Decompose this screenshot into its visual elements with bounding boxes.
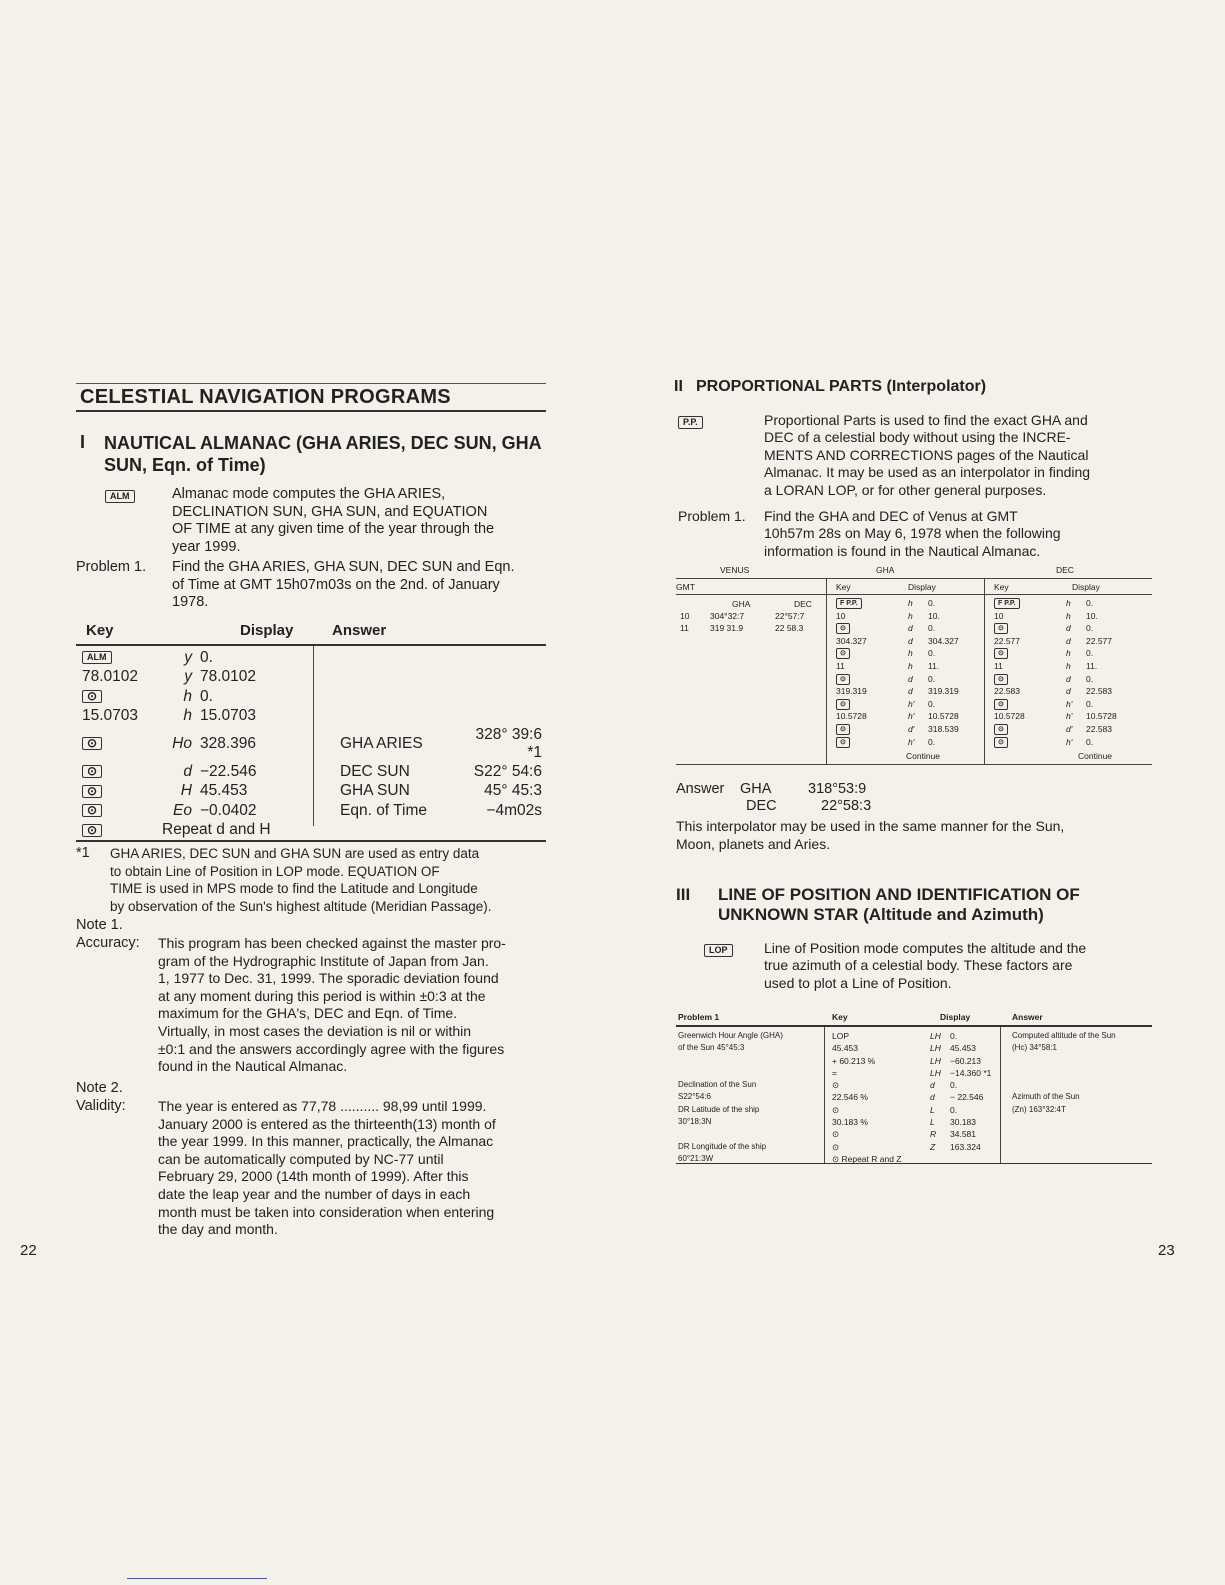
display-segment: d: [1066, 635, 1071, 646]
col-dec: DEC: [794, 599, 812, 609]
key-entry: 78.0102: [82, 668, 139, 686]
display-segment: L: [930, 1117, 935, 1128]
key-display-row: [836, 611, 982, 624]
lop-key-column: [832, 1030, 932, 1165]
display-segment: h': [908, 736, 915, 747]
table-row: [76, 668, 546, 688]
lop-display-cell: [930, 1116, 1000, 1128]
key-button-icon: ⊙: [994, 737, 1008, 748]
lop-key-icon: LOP: [704, 944, 733, 957]
pp-bottom-rule: [676, 764, 1152, 765]
display-segment: d: [908, 673, 913, 684]
almanac-table-body: [76, 648, 546, 840]
display-value: 319.319: [928, 686, 959, 697]
display-segment: d': [1066, 723, 1073, 734]
page-number-right: 23: [1158, 1242, 1175, 1259]
lop-problem-cell: DR Latitude of the ship: [678, 1104, 760, 1114]
display-value: 0.: [1086, 673, 1094, 684]
key-entry: 10: [994, 610, 1004, 621]
table-bottom-rule: [76, 840, 546, 842]
header-answer: Answer: [332, 622, 387, 639]
display-value: 0.: [1086, 598, 1094, 608]
key-display-row: [836, 724, 982, 737]
lop-answer-cell: (Zn) 163°32:4T: [1012, 1104, 1066, 1114]
col-key-gha: Key: [836, 582, 851, 592]
lop-key-cell: 22.546 %: [832, 1092, 868, 1103]
key-display-row: [994, 699, 1150, 712]
dec-continue: Continue: [1078, 751, 1113, 761]
table-row: [76, 801, 546, 821]
display-segment: d: [908, 635, 913, 646]
lop-problem-cell: of the Sun 45°45:3: [678, 1043, 745, 1053]
display-value: 0.: [1086, 736, 1094, 747]
key-display-row: [994, 711, 1150, 724]
col-display-dec: Display: [1072, 582, 1100, 592]
display-value: 0.: [928, 698, 936, 709]
table-row: [76, 687, 546, 707]
display-value: 0.: [928, 623, 936, 634]
display-segment: y: [184, 668, 192, 686]
alm-key-icon: ALM: [82, 651, 112, 664]
key-button-icon: ⊙: [994, 724, 1008, 735]
section-3-number: III: [676, 885, 691, 904]
almanac-intro: Almanac mode computes the GHA ARIES, DECLINATION SUN, GHA SUN, and EQUATION OF TIME at any given time of the year through the year 1999.: [172, 486, 495, 555]
key-entry: 11: [994, 660, 1003, 671]
validity-label: Validity:: [76, 1098, 126, 1114]
table-row: [76, 648, 546, 668]
lop-display-cell: [930, 1042, 1000, 1054]
header-display: Display: [240, 622, 294, 639]
alm-key-icon: ALM: [105, 490, 135, 503]
answer-label: DEC SUN: [340, 762, 410, 780]
display-value: −0.0402: [200, 801, 257, 819]
section-2-number: II: [674, 378, 683, 395]
answer-label: GHA ARIES: [340, 735, 423, 752]
key-button-icon: F P.P.: [994, 598, 1020, 609]
display-value: 163.324: [950, 1141, 981, 1152]
almanac-gha: 304°32:7: [710, 611, 745, 621]
lop-problem-cell: 30°18:3N: [678, 1117, 712, 1127]
display-segment: LH: [930, 1067, 941, 1078]
display-segment: h': [1066, 711, 1073, 722]
key-display-row: [836, 711, 982, 724]
page-number-left: 22: [20, 1242, 37, 1259]
left-page: [0, 0, 612, 1585]
lop-divider-2: [1000, 1027, 1001, 1163]
display-segment: Ho: [172, 735, 192, 752]
answer-label: Eqn. of Time: [340, 801, 428, 819]
lop-display-cell: [930, 1104, 1000, 1116]
table-row: [76, 726, 546, 762]
gha-key-display-rows: [836, 598, 982, 749]
accuracy-label: Accuracy:: [76, 935, 140, 951]
section-3-heading: LINE OF POSITION AND IDENTIFICATION OF UNKNOWN STAR (Altitude and Azimuth): [718, 885, 1080, 924]
lop-display-cell: [930, 1079, 1000, 1091]
almanac-gmt: 10: [680, 611, 690, 621]
enter-key-icon: ⊙: [82, 785, 102, 798]
display-segment: h: [1066, 648, 1071, 659]
table-row: [76, 821, 546, 841]
key-button-icon: ⊙: [836, 648, 850, 659]
lop-key-cell: =: [832, 1067, 837, 1078]
header-key: Key: [86, 622, 114, 639]
display-segment: h: [908, 610, 913, 621]
validity-text: The year is entered as 77,78 .......... 98,99 until 1999. January 2000 is entered as the thirteenth(13) month of the year 1999. In this manner, practically, the Almanac can be automatically computed by NC-77 until February 29, 2000 (14th month of 1999). After this date the leap year and the number of days in each month must be taken into consideration when entering the day and month.: [158, 1098, 496, 1238]
lop-key-cell: ⊙: [832, 1141, 840, 1152]
problem-text: Find the GHA ARIES, GHA SUN, DEC SUN and Eqn. of Time at GMT 15h07m03s on the 2nd. of January 1978.: [172, 559, 515, 610]
almanac-dec: 22°57:7: [775, 611, 805, 621]
enter-key-icon: ⊙: [82, 765, 102, 778]
pp-divider-1: [826, 578, 827, 764]
header-rule: [76, 644, 546, 646]
gha-continue: Continue: [906, 751, 941, 761]
almanac-gmt: 11: [680, 623, 689, 634]
display-value: 10.: [1086, 610, 1098, 621]
display-segment: h': [908, 698, 915, 709]
display-value: 0.: [1086, 648, 1094, 659]
display-segment: h': [1066, 698, 1073, 709]
lop-display-column: [930, 1030, 1000, 1165]
key-entry: 304.327: [836, 635, 867, 646]
right-page: [612, 0, 1225, 1585]
display-value: −14.360 *1: [950, 1067, 992, 1078]
top-rule: [76, 383, 546, 384]
display-segment: d: [908, 686, 913, 697]
key-display-row: [994, 598, 1150, 611]
display-segment: LH: [930, 1043, 941, 1054]
group-dec: DEC: [1056, 565, 1074, 575]
lop-key-cell: ⊙ Repeat R and Z: [832, 1153, 902, 1164]
key-display-row: [836, 737, 982, 750]
lop-display-cell: [930, 1153, 1000, 1165]
pp-header-rule: [676, 594, 1152, 595]
section-2-heading: PROPORTIONAL PARTS (Interpolator): [696, 378, 987, 395]
lop-problem-cell: [678, 1067, 822, 1079]
pp-top-rule: [676, 578, 1152, 579]
display-value: 0.: [928, 736, 936, 747]
key-display-row: [836, 648, 982, 661]
pp-table: [676, 565, 1152, 765]
key-display-row: [836, 686, 982, 699]
key-display-row: [836, 636, 982, 649]
key-display-row: [994, 686, 1150, 699]
problem-label: Problem 1.: [76, 559, 147, 575]
pp-intro: Proportional Parts is used to find the exact GHA and DEC of a celestial body without using the INCRE- MENTS AND CORRECTIONS pages of the Nautical Almanac. It may be used as an interpolator in finding a LORAN LOP, or for other general purposes.: [764, 412, 1091, 498]
lop-header-answer: Answer: [1012, 1012, 1043, 1022]
pp-problem-label: Problem 1.: [678, 508, 746, 524]
lop-answer-cell: (Hc) 34°58:1: [1012, 1043, 1057, 1053]
display-segment: h: [1066, 610, 1071, 621]
display-value: 22.583: [1086, 723, 1112, 734]
display-value: 22.577: [1086, 635, 1112, 646]
display-segment: R: [930, 1129, 937, 1140]
display-value: 0.: [1086, 698, 1094, 709]
lop-table: [676, 1012, 1152, 1164]
answer-value: 328° 39:6 *1: [475, 726, 542, 761]
lop-header-display: Display: [940, 1012, 971, 1022]
lop-problem-cell: S22°54:6: [678, 1092, 712, 1102]
display-segment: h': [908, 711, 915, 722]
enter-key-icon: ⊙: [82, 824, 102, 837]
enter-key-icon: ⊙: [82, 690, 102, 703]
answer-label: Answer: [676, 781, 725, 797]
display-segment: h: [183, 707, 192, 725]
display-value: Repeat d and H: [162, 821, 271, 839]
table-row: [76, 782, 546, 802]
almanac-dec: 22 58.3: [775, 623, 804, 634]
answer-value: S22° 54:6: [473, 762, 542, 780]
table-row: [76, 762, 546, 782]
display-segment: d: [1066, 686, 1071, 697]
lop-problem-cell: DR Longitude of the ship: [678, 1141, 767, 1151]
key-display-row: [994, 611, 1150, 624]
display-value: 10.5728: [928, 711, 959, 722]
display-value: 318.539: [928, 723, 959, 734]
display-value: 0.: [950, 1080, 958, 1091]
display-segment: y: [184, 648, 192, 666]
column-divider: [313, 646, 314, 826]
display-segment: d: [930, 1092, 935, 1103]
accuracy-text: This program has been checked against the master pro- gram of the Hydrographic Institute of Japan from Jan. 1, 1977 to Dec. 31, 1999. The sporadic deviation found at any moment during this period is within ±0:3 at the maximum for the GHA's, DEC and Eqn. of Time. Virtually, in most cases the deviation is nil or within ±0:1 and the answers accordingly agree with the figures found in the Nautical Almanac.: [158, 935, 506, 1075]
key-display-row: [836, 699, 982, 712]
almanac-table: [76, 622, 546, 842]
enter-key-icon: ⊙: [82, 737, 102, 750]
footnote-text: GHA ARIES, DEC SUN and GHA SUN are used as entry data to obtain Line of Position in LOP mode. EQUATION OF TIME is used in MPS mode to find the Latitude and Longitude by observation of the Sun's highest altitude (Meridian Passage).: [110, 846, 492, 914]
key-display-row: [994, 661, 1150, 674]
display-segment: d: [1066, 673, 1071, 684]
display-segment: h: [908, 648, 913, 659]
answer-dec-label: DEC: [746, 798, 777, 814]
display-value: 328.396: [200, 735, 257, 752]
col-gha: GHA: [732, 599, 751, 609]
display-segment: h: [1066, 660, 1071, 671]
display-value: 11.: [1086, 660, 1098, 671]
display-value: 0.: [1086, 623, 1094, 634]
key-display-row: [836, 674, 982, 687]
table-row: [76, 707, 546, 727]
lop-problem-cell: Declination of the Sun: [678, 1080, 757, 1090]
enter-key-icon: ⊙: [82, 804, 102, 817]
pp-answer: [676, 780, 976, 820]
interp-text: This interpolator may be used in the same manner for the Sun, Moon, planets and Aries.: [676, 818, 1065, 852]
blue-underline: [127, 1578, 267, 1579]
lop-header-rule: [676, 1025, 1152, 1027]
display-segment: h': [1066, 736, 1073, 747]
section-1-number: I: [80, 432, 86, 452]
display-value: 30.183: [950, 1117, 976, 1128]
almanac-table-header: [76, 622, 546, 644]
lop-header-problem: Problem 1: [678, 1012, 720, 1022]
pp-problem-text: Find the GHA and DEC of Venus at GMT 10h57m 28s on May 6, 1978 when the following information is found in the Nautical Almanac.: [764, 508, 1061, 559]
key-entry: 10.5728: [836, 711, 867, 722]
display-value: − 22.546: [950, 1092, 984, 1103]
col-gmt: GMT: [676, 582, 695, 592]
lop-intro: Line of Position mode computes the altitude and the true azimuth of a celestial body. These factors are used to plot a Line of Position.: [764, 940, 1087, 991]
display-value: 0.: [928, 648, 936, 659]
answer-gha-label: GHA: [740, 781, 772, 797]
answer-value: 45° 45:3: [484, 782, 542, 800]
key-button-icon: ⊙: [994, 674, 1008, 685]
lop-key-cell: ⊙: [832, 1080, 840, 1091]
display-segment: Z: [930, 1141, 936, 1152]
display-value: 45.453: [200, 782, 248, 800]
display-segment: LH: [930, 1031, 941, 1041]
display-segment: d: [183, 762, 192, 780]
display-value: 304.327: [928, 635, 959, 646]
key-entry: 15.0703: [82, 707, 139, 725]
answer-dec-value: 22°58:3: [821, 798, 872, 814]
key-button-icon: F P.P.: [836, 598, 862, 609]
key-entry: 22.583: [994, 686, 1020, 697]
display-segment: d: [908, 623, 913, 634]
key-display-row: [994, 648, 1150, 661]
display-segment: d: [930, 1080, 935, 1091]
lop-problem-cell: [678, 1055, 822, 1067]
key-entry: 10.5728: [994, 711, 1025, 722]
display-value: 11.: [928, 660, 940, 671]
col-key-dec: Key: [994, 582, 1009, 592]
lop-key-cell: ⊙: [832, 1129, 840, 1140]
key-button-icon: ⊙: [836, 674, 850, 685]
lop-answer-cell: Azimuth of the Sun: [1012, 1092, 1080, 1102]
lop-problem-cell: Greenwich Hour Angle (GHA): [678, 1031, 783, 1040]
display-value: −22.546: [200, 762, 257, 780]
lop-key-cell: + 60.213 %: [832, 1055, 876, 1066]
lop-display-cell: [930, 1055, 1000, 1067]
lop-key-cell: ⊙: [832, 1104, 840, 1115]
display-value: 15.0703: [200, 707, 257, 725]
almanac-gha: 319 31.9: [710, 623, 744, 634]
lop-answer-cell: Computed altitude of the Sun: [1012, 1031, 1116, 1040]
lop-display-cell: [930, 1141, 1000, 1153]
key-display-row: [994, 636, 1150, 649]
display-value: 0.: [950, 1031, 958, 1041]
key-display-row: [836, 598, 982, 611]
display-value: 0.: [928, 673, 936, 684]
almanac-rows: [680, 611, 824, 635]
dec-key-display-rows: [994, 598, 1150, 749]
key-button-icon: ⊙: [994, 699, 1008, 710]
display-segment: h: [1066, 598, 1071, 608]
display-value: 0.: [200, 648, 213, 666]
display-value: 10.5728: [1086, 711, 1117, 722]
display-segment: h: [908, 660, 913, 671]
lop-answer-cell: [1012, 1067, 1152, 1079]
display-segment: h: [908, 598, 913, 608]
lop-header-key: Key: [832, 1012, 848, 1022]
answer-gha-value: 318°53:9: [808, 781, 867, 797]
key-display-row: [994, 737, 1150, 750]
group-venus: VENUS: [720, 565, 750, 575]
lop-display-cell: [930, 1128, 1000, 1140]
page-title: CELESTIAL NAVIGATION PROGRAMS: [80, 386, 451, 408]
almanac-row: [680, 623, 824, 635]
key-display-row: [994, 674, 1150, 687]
key-entry: 10: [836, 610, 846, 621]
lop-problem-cell: [678, 1128, 822, 1140]
title-rule: [76, 410, 546, 412]
display-segment: Eo: [173, 801, 192, 819]
lop-display-cell: [930, 1067, 1000, 1079]
lop-key-cell: LOP: [832, 1031, 850, 1041]
display-value: −60.213: [950, 1055, 981, 1066]
display-value: 0.: [200, 687, 213, 705]
display-value: 45.453: [950, 1043, 976, 1054]
display-value: 78.0102: [200, 668, 257, 686]
lop-divider-1: [824, 1027, 825, 1163]
key-display-row: [836, 623, 982, 636]
lop-key-cell: 30.183 %: [832, 1117, 868, 1128]
almanac-row: [680, 611, 824, 623]
key-button-icon: ⊙: [994, 623, 1008, 634]
pp-divider-2: [984, 578, 985, 764]
note-1-label: Note 1.: [76, 917, 123, 933]
display-value: 0.: [928, 598, 936, 608]
lop-answer-cell: [1012, 1079, 1152, 1091]
key-entry: 319.319: [836, 686, 867, 697]
note-2-label: Note 2.: [76, 1080, 123, 1096]
lop-key-cell: 45.453: [832, 1043, 858, 1054]
lop-answer-column: [1012, 1030, 1152, 1116]
key-display-row: [994, 623, 1150, 636]
display-segment: L: [930, 1104, 935, 1115]
display-value: 10.: [928, 610, 940, 621]
answer-label: GHA SUN: [340, 782, 410, 800]
display-segment: LH: [930, 1055, 941, 1066]
display-segment: d: [1066, 623, 1071, 634]
key-button-icon: ⊙: [836, 724, 850, 735]
key-display-row: [994, 724, 1150, 737]
key-entry: 11: [836, 660, 845, 671]
lop-problem-cell: 60°21:3W: [678, 1153, 714, 1163]
display-value: 22.583: [1086, 686, 1112, 697]
display-value: 34.581: [950, 1129, 976, 1140]
key-display-row: [836, 661, 982, 674]
col-display-gha: Display: [908, 582, 936, 592]
key-button-icon: ⊙: [836, 737, 850, 748]
lop-display-cell: [930, 1091, 1000, 1103]
section-1-heading: NAUTICAL ALMANAC (GHA ARIES, DEC SUN, GHA SUN, Eqn. of Time): [104, 433, 542, 475]
lop-problem-column: [678, 1030, 822, 1165]
display-segment: H: [180, 782, 192, 800]
key-button-icon: ⊙: [994, 648, 1008, 659]
display-segment: h: [183, 687, 192, 705]
group-gha: GHA: [876, 565, 895, 575]
answer-value: −4m02s: [486, 801, 542, 819]
display-value: 0.: [950, 1104, 958, 1115]
key-button-icon: ⊙: [836, 699, 850, 710]
display-segment: d': [908, 723, 915, 734]
lop-display-cell: [930, 1030, 1000, 1042]
pp-key-icon: P.P.: [678, 416, 703, 429]
key-button-icon: ⊙: [836, 623, 850, 634]
lop-answer-cell: [1012, 1055, 1152, 1067]
footnote-mark: *1: [76, 845, 90, 861]
key-entry: 22.577: [994, 635, 1020, 646]
